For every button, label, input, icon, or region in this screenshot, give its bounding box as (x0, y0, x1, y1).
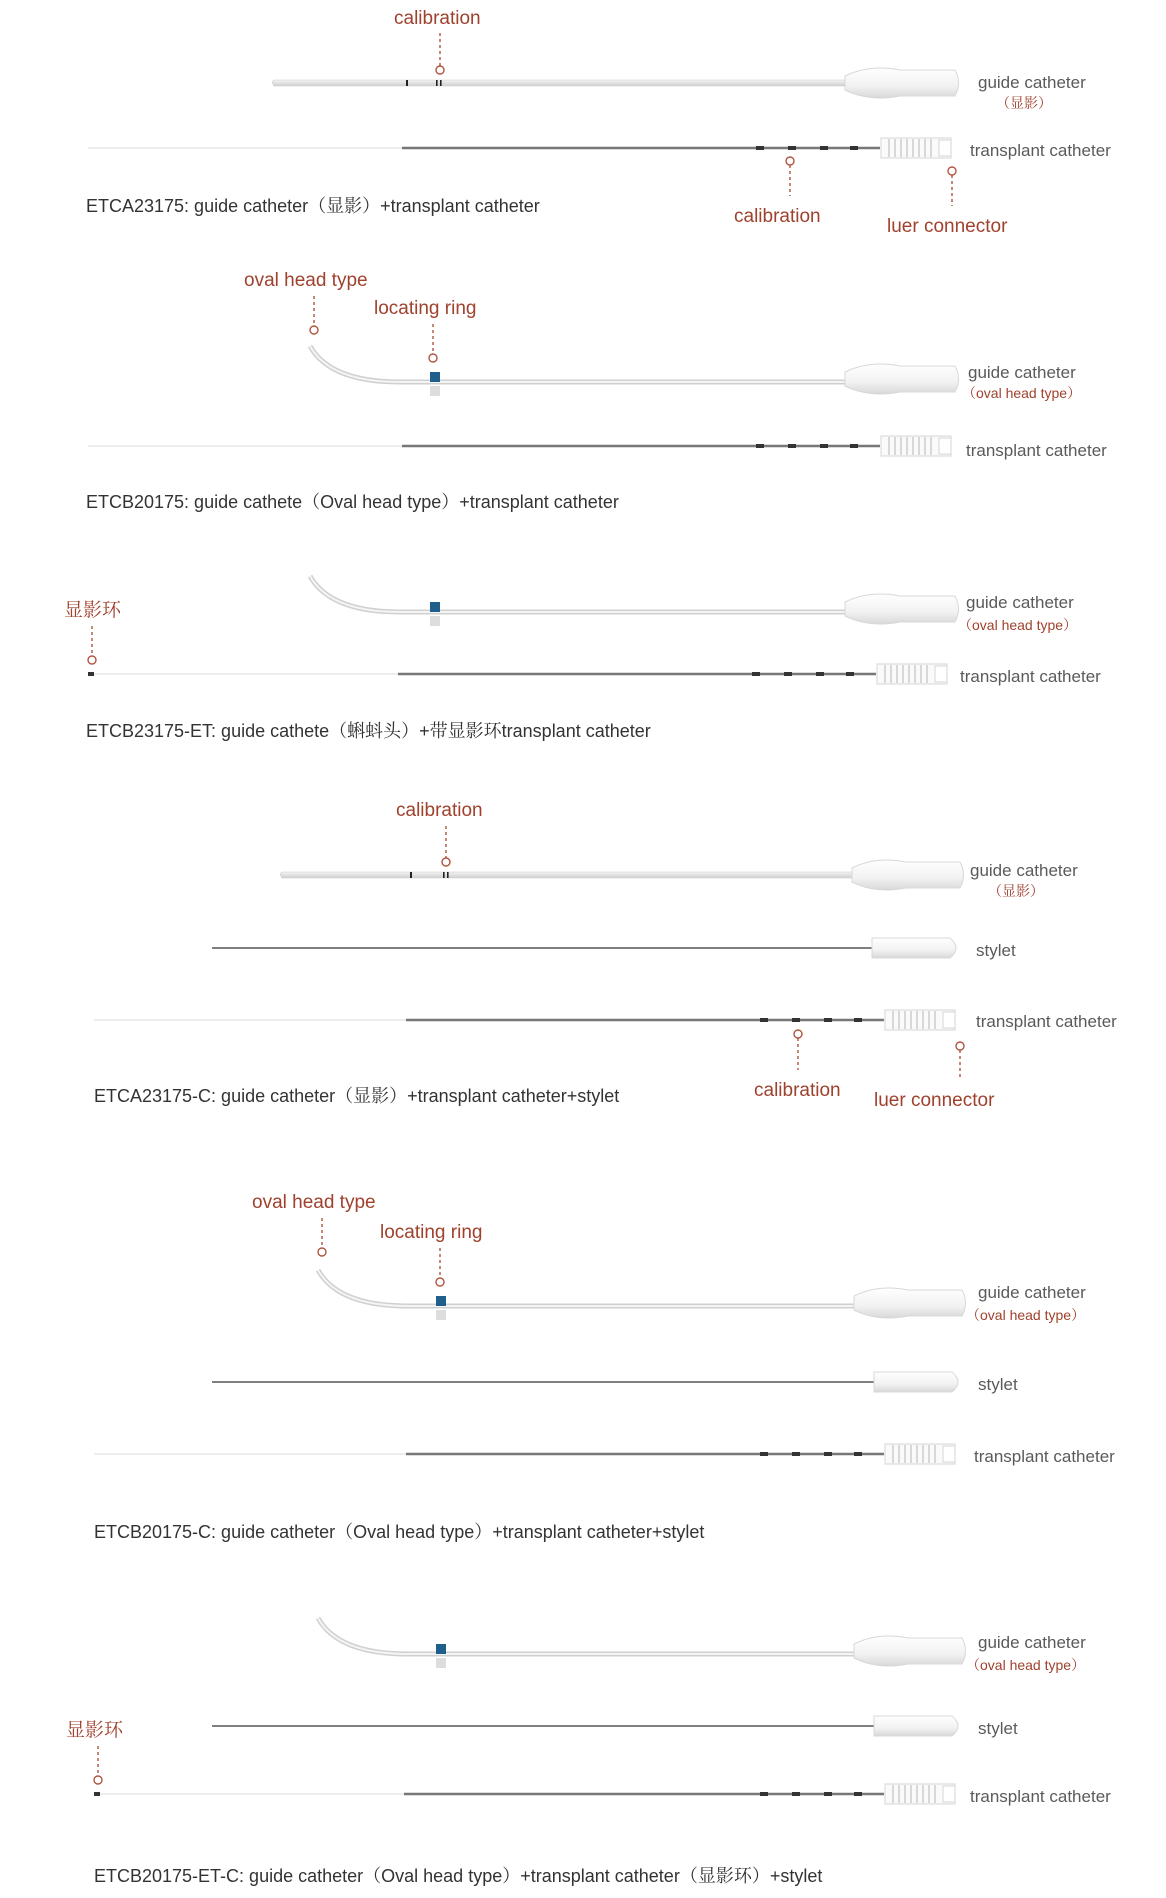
leader-dot (429, 354, 437, 362)
locating-ring (436, 1644, 446, 1654)
leader-dot (94, 1776, 102, 1784)
annotation-calibration: calibration (396, 800, 483, 821)
guide-catheter-sub: （显影） (988, 883, 1044, 899)
transplant-catheter-label: transplant catheter (960, 667, 1101, 686)
xianying-ring-mark (94, 1792, 100, 1796)
caption-etca23175: ETCA23175: guide catheter（显影）+transplant catheter (86, 196, 540, 216)
transplant-catheter-label: transplant catheter (974, 1447, 1115, 1466)
stylet (212, 1716, 958, 1736)
guide-catheter-label: guide catheter (966, 593, 1074, 612)
annotation-oval-head-type: oval head type (244, 270, 368, 291)
section-etcb20175-c (94, 1192, 1115, 1542)
guide-catheter-oval (318, 1270, 966, 1320)
section-etcb20175-et-c (66, 1618, 1111, 1886)
annotation-calibration: calibration (734, 206, 821, 227)
luer-hub (885, 1010, 955, 1030)
annotation-locating-ring: locating ring (374, 298, 477, 319)
transplant-catheter (94, 1010, 955, 1030)
guide-handle (852, 860, 964, 890)
section-etcb20175 (86, 270, 1107, 512)
transplant-catheter (94, 1784, 955, 1804)
caption-etcb20175-c: ETCB20175-C: guide catheter（Oval head type）+transplant catheter+stylet (94, 1522, 705, 1542)
guide-catheter-sub: （oval head type） (962, 385, 1082, 401)
guide-catheter (280, 860, 964, 890)
section-etca23175-c (94, 800, 1117, 1111)
guide-catheter-label: guide catheter (978, 73, 1086, 92)
section-etca23175 (86, 8, 1111, 237)
leader-dot (442, 858, 450, 866)
stylet-label: stylet (978, 1719, 1018, 1738)
caption-etcb20175-et-c: ETCB20175-ET-C: guide catheter（Oval head type）+transplant catheter（显影环）+stylet (94, 1866, 823, 1886)
annotation-oval-head-type: oval head type (252, 1192, 376, 1213)
transplant-catheter-label: transplant catheter (966, 441, 1107, 460)
annotation-xianying-ring: 显影环 (64, 600, 122, 621)
guide-handle (854, 1288, 966, 1318)
leader-dot (794, 1030, 802, 1038)
stylet (212, 1372, 958, 1392)
annotation-luer-connector: luer connector (874, 1090, 995, 1111)
leader-dot (88, 656, 96, 664)
luer-hub (885, 1784, 955, 1804)
transplant-catheter-label: transplant catheter (970, 141, 1111, 160)
guide-handle (845, 594, 959, 624)
luer-hub (885, 1444, 955, 1464)
guide-catheter-oval (318, 1618, 966, 1668)
transplant-catheter-label: transplant catheter (970, 1787, 1111, 1806)
guide-handle (845, 364, 959, 394)
annotation-xianying-ring: 显影环 (66, 1720, 124, 1741)
caption-etca23175-c: ETCA23175-C: guide catheter（显影）+transplant catheter+stylet (94, 1086, 620, 1106)
guide-catheter-label: guide catheter (970, 861, 1078, 880)
leader-dot (948, 167, 956, 175)
guide-catheter-oval (310, 346, 959, 396)
guide-catheter-label: guide catheter (978, 1633, 1086, 1652)
luer-hub (877, 664, 947, 684)
transplant-catheter-label: transplant catheter (976, 1012, 1117, 1031)
luer-hub (881, 436, 951, 456)
guide-catheter-label: guide catheter (968, 363, 1076, 382)
leader-dot (436, 66, 444, 74)
guide-catheter (272, 68, 959, 98)
leader-dot (956, 1042, 964, 1050)
leader-dot (786, 157, 794, 165)
guide-handle (845, 68, 959, 98)
stylet-handle (872, 938, 956, 958)
annotation-luer-connector: luer connector (887, 216, 1008, 237)
guide-catheter-sub: （oval head type） (966, 1307, 1086, 1323)
guide-handle (854, 1636, 966, 1666)
locating-ring (430, 372, 440, 382)
guide-catheter-oval (310, 576, 959, 626)
transplant-catheter (88, 436, 951, 456)
leader-dot (310, 326, 318, 334)
annotation-calibration: calibration (394, 8, 481, 29)
guide-catheter-sub: （oval head type） (966, 1657, 1086, 1673)
caption-etcb20175: ETCB20175: guide cathete（Oval head type）+transplant catheter (86, 492, 619, 512)
locating-ring (436, 1296, 446, 1306)
transplant-catheter (88, 664, 947, 684)
section-etcb23175-et (64, 576, 1101, 741)
annotation-locating-ring: locating ring (380, 1222, 483, 1243)
locating-ring (430, 602, 440, 612)
luer-hub (881, 138, 951, 158)
transplant-catheter (88, 138, 951, 158)
stylet-label: stylet (978, 1375, 1018, 1394)
transplant-catheter (94, 1444, 955, 1464)
guide-catheter-sub: （显影） (996, 95, 1052, 111)
leader-dot (318, 1248, 326, 1256)
stylet-handle (874, 1372, 958, 1392)
guide-catheter-sub: （oval head type） (958, 617, 1078, 633)
stylet-handle (874, 1716, 958, 1736)
guide-catheter-label: guide catheter (978, 1283, 1086, 1302)
stylet-label: stylet (976, 941, 1016, 960)
annotation-calibration: calibration (754, 1080, 841, 1101)
caption-etcb23175-et: ETCB23175-ET: guide cathete（蝌蚪头）+带显影环transplant catheter (86, 721, 651, 741)
stylet (212, 938, 956, 958)
leader-dot (436, 1278, 444, 1286)
xianying-ring-mark (88, 672, 94, 676)
